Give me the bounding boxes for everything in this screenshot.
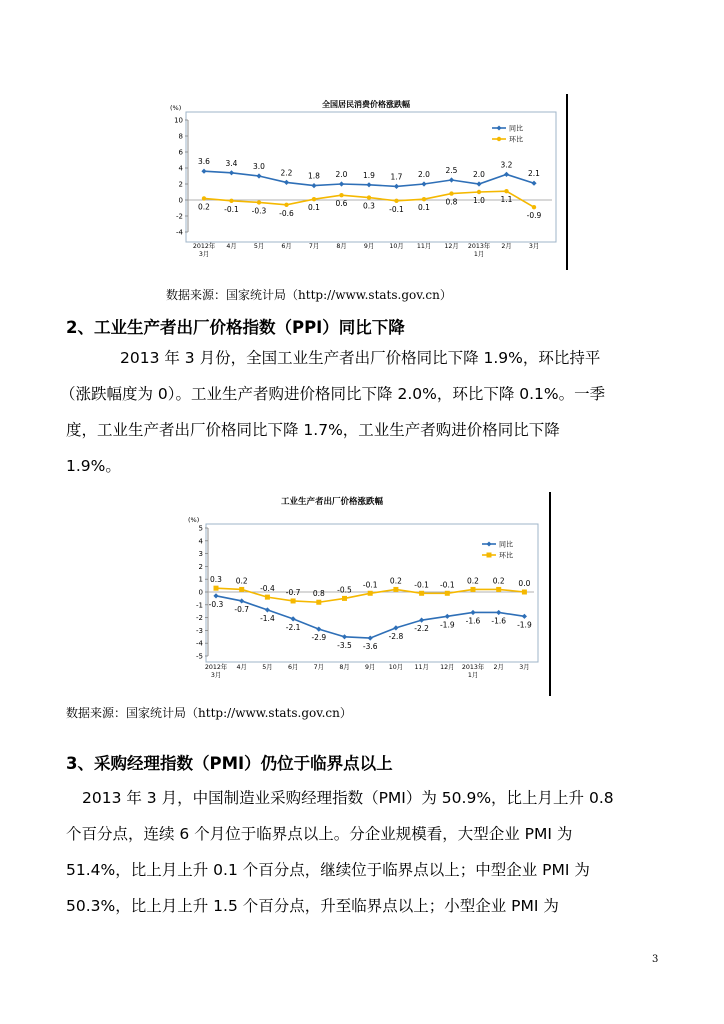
data-label: -0.1 bbox=[414, 580, 429, 590]
x-tick-label: 2012年 bbox=[204, 664, 228, 671]
stats-link[interactable]: http://www.stats.gov.cn bbox=[298, 288, 440, 302]
x-tick-label: 8月 bbox=[336, 243, 347, 250]
y-tick-label: 0 bbox=[178, 196, 183, 205]
data-label: -0.1 bbox=[224, 204, 239, 214]
data-point bbox=[471, 587, 476, 592]
body-line: 度，工业生产者出厂价格同比下降 1.7%，工业生产者购进价格同比下降 bbox=[66, 421, 560, 439]
data-point bbox=[366, 182, 371, 187]
data-label: -0.9 bbox=[526, 211, 542, 221]
data-point bbox=[291, 598, 296, 603]
data-label: 2.2 bbox=[280, 168, 293, 178]
data-label: -1.9 bbox=[517, 620, 532, 630]
data-label: -0.3 bbox=[208, 599, 224, 609]
data-point bbox=[368, 591, 373, 596]
data-point bbox=[239, 587, 244, 592]
data-point bbox=[284, 203, 288, 207]
x-tick-label: 5月 bbox=[262, 664, 273, 671]
legend-marker bbox=[487, 542, 492, 547]
x-tick-label: 10月 bbox=[388, 664, 404, 671]
data-label: 2.0 bbox=[473, 170, 485, 179]
data-point bbox=[239, 598, 244, 603]
section-3-heading: 3、采购经理指数（PMI）仍位于临界点以上 bbox=[66, 754, 393, 773]
x-tick-label: 3月 bbox=[528, 243, 540, 250]
data-point bbox=[422, 197, 426, 201]
legend-label: 同比 bbox=[499, 540, 513, 549]
y-tick-label: -2 bbox=[196, 614, 203, 623]
data-point bbox=[393, 625, 398, 630]
body-line: 1.9%。 bbox=[66, 457, 121, 475]
chart-title: 全国居民消费价格涨跌幅 bbox=[322, 100, 410, 109]
data-point bbox=[202, 196, 206, 200]
data-point bbox=[316, 627, 321, 632]
data-label: -2.2 bbox=[414, 624, 429, 634]
vertical-rule-2 bbox=[549, 492, 551, 696]
data-label: 0.1 bbox=[308, 203, 320, 213]
body-line: 2013 年 3 月份，全国工业生产者出厂价格同比下降 1.9%，环比持平 bbox=[120, 349, 601, 367]
data-label: 0.3 bbox=[363, 201, 375, 211]
data-label: 1.9 bbox=[363, 170, 375, 180]
data-point bbox=[393, 587, 398, 592]
data-point bbox=[531, 181, 536, 186]
data-label: 3.0 bbox=[253, 162, 265, 171]
data-label: 0.2 bbox=[492, 576, 505, 586]
data-point bbox=[291, 616, 296, 621]
data-point bbox=[394, 184, 399, 189]
data-label: 0.8 bbox=[312, 589, 325, 599]
data-point bbox=[449, 191, 453, 195]
data-label: -1.6 bbox=[491, 616, 507, 626]
data-label: 0.2 bbox=[467, 576, 479, 586]
section-2-body bbox=[60, 340, 666, 484]
x-tick-label: 12月 bbox=[440, 664, 455, 671]
source-note-1 bbox=[166, 286, 452, 303]
legend-label: 同比 bbox=[509, 124, 523, 133]
y-tick-label: 4 bbox=[198, 537, 203, 546]
chart-title: 工业生产者出厂价格涨跌幅 bbox=[280, 497, 384, 507]
data-point bbox=[229, 170, 234, 175]
data-label: 0.8 bbox=[445, 197, 458, 207]
stats-link[interactable]: http://www.stats.gov.cn bbox=[198, 706, 340, 720]
x-tick-label: 6月 bbox=[281, 243, 292, 250]
y-tick-label: -3 bbox=[196, 626, 203, 635]
x-tick-label: 9月 bbox=[365, 664, 376, 671]
data-label: 3.2 bbox=[500, 160, 513, 170]
ppi-chart-svg bbox=[182, 492, 542, 688]
data-point bbox=[522, 590, 527, 595]
x-tick-label: 6月 bbox=[287, 664, 299, 671]
data-label: 1.1 bbox=[500, 195, 513, 205]
x-tick-label: 1月 bbox=[473, 251, 485, 258]
data-label: -2.9 bbox=[311, 633, 327, 643]
cpi-chart bbox=[166, 98, 560, 268]
data-label: 0.6 bbox=[335, 199, 348, 209]
y-tick-label: 10 bbox=[174, 116, 183, 125]
data-label: 1.8 bbox=[308, 171, 320, 181]
source-prefix: 数据来源：国家统计局（ bbox=[66, 706, 199, 720]
data-label: 0.0 bbox=[518, 579, 531, 588]
data-label: 2.1 bbox=[528, 169, 540, 179]
x-tick-label: 10月 bbox=[389, 243, 404, 250]
body-line: 2013 年 3 月，中国制造业采购经理指数（PMI）为 50.9%，比上月上升 0.8 bbox=[82, 789, 614, 807]
x-tick-label: 1月 bbox=[467, 672, 479, 679]
data-point bbox=[257, 200, 261, 204]
y-tick-label: 3 bbox=[198, 550, 203, 559]
data-point bbox=[201, 169, 206, 174]
vertical-rule-1 bbox=[566, 94, 568, 270]
data-label: -1.9 bbox=[439, 620, 455, 630]
data-point bbox=[504, 172, 509, 177]
data-point bbox=[421, 181, 426, 186]
y-tick-label: 1 bbox=[198, 575, 203, 584]
data-label: -0.4 bbox=[260, 584, 275, 594]
data-point bbox=[316, 600, 321, 605]
x-tick-label: 3月 bbox=[210, 672, 222, 679]
body-line: 50.3%，比上月上升 1.5 个百分点，升至临界点以上；小型企业 PMI 为 bbox=[66, 897, 559, 915]
data-point bbox=[214, 586, 219, 591]
cpi-chart-svg bbox=[166, 98, 560, 268]
x-tick-label: 5月 bbox=[253, 243, 265, 250]
data-point bbox=[311, 183, 316, 188]
data-point bbox=[339, 181, 344, 186]
data-point bbox=[470, 610, 475, 615]
source-note-2 bbox=[66, 704, 352, 721]
data-label: 2.0 bbox=[335, 170, 348, 179]
y-tick-label: 2 bbox=[178, 180, 183, 189]
data-point bbox=[368, 635, 373, 640]
data-point bbox=[476, 181, 481, 186]
data-label: -0.7 bbox=[234, 604, 250, 614]
x-tick-label: 11月 bbox=[416, 243, 432, 250]
x-tick-label: 3月 bbox=[198, 251, 210, 258]
x-tick-label: 2月 bbox=[493, 664, 504, 671]
data-point bbox=[265, 607, 270, 612]
unit-label: (%) bbox=[188, 516, 200, 524]
y-tick-label: 8 bbox=[178, 132, 183, 141]
x-tick-label: 8月 bbox=[339, 664, 350, 671]
section-2-heading: 2、工业生产者出厂价格指数（PPI）同比下降 bbox=[66, 318, 405, 337]
data-point bbox=[496, 610, 501, 615]
data-label: -1.4 bbox=[260, 613, 275, 623]
data-point bbox=[522, 614, 527, 619]
data-label: -3.5 bbox=[337, 640, 352, 650]
data-label: 0.1 bbox=[418, 203, 430, 213]
data-point bbox=[213, 593, 218, 598]
data-label: -0.1 bbox=[362, 580, 378, 590]
data-label: -0.1 bbox=[389, 204, 404, 214]
body-line: 个百分点，连续 6 个月位于临界点以上。分企业规模看，大型企业 PMI 为 bbox=[66, 825, 573, 843]
data-point bbox=[532, 205, 536, 209]
source-prefix: 数据来源：国家统计局（ bbox=[166, 288, 299, 302]
y-tick-label: 4 bbox=[178, 164, 183, 173]
x-tick-label: 12月 bbox=[444, 243, 459, 250]
body-line: （涨跌幅度为 0）。工业生产者购进价格同比下降 2.0%，环比下降 0.1%。一季 bbox=[60, 385, 606, 403]
y-tick-label: -1 bbox=[196, 601, 203, 610]
data-point bbox=[449, 177, 454, 182]
data-point bbox=[284, 180, 289, 185]
legend-marker bbox=[487, 553, 492, 558]
data-point bbox=[504, 189, 508, 193]
legend-marker bbox=[497, 126, 502, 131]
unit-label: (%) bbox=[170, 104, 182, 112]
data-label: 1.7 bbox=[390, 172, 403, 182]
data-point bbox=[394, 199, 398, 203]
data-point bbox=[265, 595, 270, 600]
data-point bbox=[496, 587, 501, 592]
data-point bbox=[445, 614, 450, 619]
y-tick-label: -4 bbox=[196, 639, 203, 648]
legend-marker bbox=[497, 137, 501, 141]
data-point bbox=[445, 591, 450, 596]
data-point bbox=[229, 199, 233, 203]
data-label: -2.1 bbox=[285, 622, 301, 632]
data-label: -0.7 bbox=[285, 587, 301, 597]
data-label: -2.8 bbox=[388, 631, 404, 641]
x-tick-label: 2013年 bbox=[467, 243, 491, 250]
data-label: 0.3 bbox=[210, 575, 222, 585]
x-tick-label: 4月 bbox=[226, 243, 237, 250]
y-tick-label: 5 bbox=[198, 524, 203, 533]
page-number: 3 bbox=[652, 954, 659, 965]
x-tick-label: 2月 bbox=[501, 243, 512, 250]
y-tick-label: 2 bbox=[198, 562, 203, 571]
data-label: 2.5 bbox=[445, 166, 458, 175]
x-tick-label: 9月 bbox=[363, 243, 375, 250]
x-tick-label: 2013年 bbox=[461, 664, 485, 671]
data-point bbox=[477, 190, 481, 194]
section-3-body bbox=[66, 780, 666, 924]
data-label: 1.0 bbox=[473, 196, 485, 205]
data-label: 0.2 bbox=[389, 576, 402, 586]
legend-label: 环比 bbox=[499, 551, 513, 560]
data-label: 2.0 bbox=[418, 170, 430, 179]
data-point bbox=[339, 193, 343, 197]
data-point bbox=[419, 591, 424, 596]
data-label: -0.1 bbox=[439, 580, 455, 590]
legend-label: 环比 bbox=[509, 135, 523, 144]
y-tick-label: 0 bbox=[198, 588, 203, 597]
source-suffix: ） bbox=[439, 288, 452, 302]
x-tick-label: 2012年 bbox=[192, 243, 216, 250]
x-tick-label: 3月 bbox=[519, 664, 530, 671]
data-label: -0.5 bbox=[337, 585, 352, 595]
data-label: -0.3 bbox=[251, 206, 267, 216]
data-label: -0.6 bbox=[279, 208, 294, 218]
data-label: 3.4 bbox=[225, 158, 238, 168]
ppi-chart bbox=[182, 492, 542, 688]
source-suffix: ） bbox=[339, 706, 352, 720]
body-line: 51.4%，比上月上升 0.1 个百分点，继续位于临界点以上；中型企业 PMI 为 bbox=[66, 861, 590, 879]
data-point bbox=[419, 618, 424, 623]
data-label: -1.6 bbox=[465, 616, 481, 626]
data-label: 0.2 bbox=[198, 202, 210, 212]
y-tick-label: -5 bbox=[196, 652, 203, 661]
y-tick-label: -2 bbox=[176, 212, 183, 221]
x-tick-label: 7月 bbox=[313, 664, 324, 671]
x-tick-label: 4月 bbox=[236, 664, 247, 671]
data-point bbox=[367, 195, 371, 199]
x-tick-label: 7月 bbox=[308, 243, 320, 250]
data-point bbox=[256, 173, 261, 178]
data-label: 3.6 bbox=[198, 157, 210, 167]
data-point bbox=[312, 197, 316, 201]
data-label: -3.6 bbox=[362, 642, 378, 652]
y-tick-label: 6 bbox=[178, 148, 183, 157]
data-point bbox=[342, 596, 347, 601]
data-label: 0.2 bbox=[235, 576, 248, 586]
x-tick-label: 11月 bbox=[414, 664, 429, 671]
data-point bbox=[342, 634, 347, 639]
y-tick-label: -4 bbox=[176, 228, 183, 237]
